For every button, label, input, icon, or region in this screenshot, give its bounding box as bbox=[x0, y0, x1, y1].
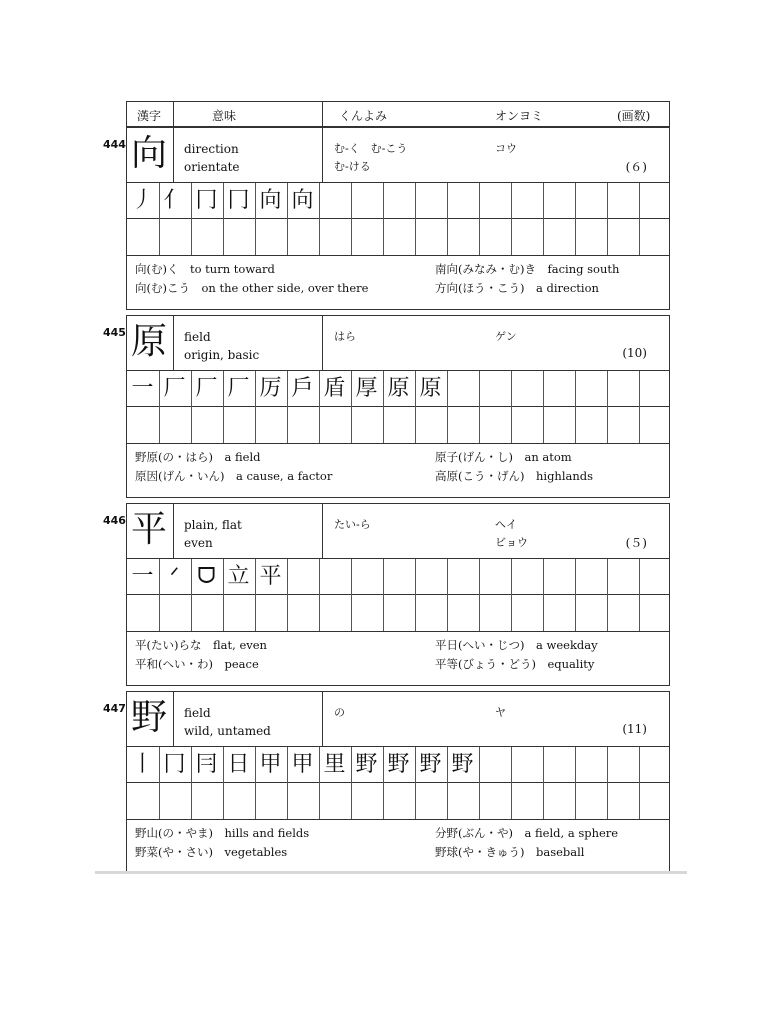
meaning-line: even bbox=[184, 536, 213, 550]
kanji-cell bbox=[127, 316, 174, 370]
stroke-order-char: 野 bbox=[355, 752, 378, 777]
example-gloss: baseball bbox=[535, 845, 585, 859]
example-gloss: to turn toward bbox=[189, 262, 275, 276]
onyomi bbox=[495, 516, 528, 552]
stroke-order-char: 厂 bbox=[163, 376, 186, 401]
onyomi bbox=[495, 140, 517, 158]
example-item bbox=[135, 655, 259, 674]
meaning-line: field bbox=[184, 706, 211, 720]
stroke-order-char: 丨 bbox=[131, 752, 154, 777]
kunyomi-line: の bbox=[334, 706, 345, 719]
example-word: 野菜(や・さい) bbox=[135, 845, 213, 859]
kunyomi bbox=[334, 704, 345, 722]
practice-grid bbox=[127, 746, 669, 820]
example-item bbox=[435, 467, 593, 486]
stroke-order-char: 向 bbox=[259, 188, 282, 213]
stroke-order-char: 原 bbox=[419, 376, 442, 401]
example-gloss: hills and fields bbox=[224, 826, 310, 840]
kunyomi-line: はら bbox=[334, 330, 356, 343]
stroke-order-char: 立 bbox=[227, 564, 250, 589]
practice-grid bbox=[127, 370, 669, 444]
example-gloss: a field bbox=[224, 450, 261, 464]
header-kunyomi: くんよみ bbox=[339, 109, 388, 123]
onyomi-line: ゲン bbox=[495, 330, 517, 343]
kunyomi-line: む-く む-こう bbox=[334, 142, 408, 155]
example-gloss: peace bbox=[224, 657, 259, 671]
stroke-order-char: 向 bbox=[291, 188, 314, 213]
stroke-order-char: 厂 bbox=[195, 376, 218, 401]
example-item bbox=[435, 843, 584, 862]
header-kanji: 漢字 bbox=[137, 109, 162, 123]
meaning-line: direction bbox=[184, 142, 239, 156]
meaning bbox=[184, 704, 271, 740]
example-word: 原子(げん・し) bbox=[435, 450, 513, 464]
kanji-entry bbox=[103, 127, 670, 310]
example-gloss: vegetables bbox=[224, 845, 288, 859]
stroke-count: (６) bbox=[625, 160, 647, 174]
stroke-order-char: 厚 bbox=[355, 376, 378, 401]
example-item bbox=[135, 636, 267, 655]
example-gloss: highlands bbox=[535, 469, 594, 483]
kanji-character: 原 bbox=[131, 321, 168, 362]
meaning-line: wild, untamed bbox=[184, 724, 271, 738]
example-word: 方向(ほう・こう) bbox=[435, 281, 525, 295]
example-gloss: a direction bbox=[535, 281, 599, 295]
onyomi-line: ヘイ bbox=[495, 518, 517, 531]
onyomi bbox=[495, 704, 506, 722]
example-word: 平(たい)らな bbox=[135, 638, 202, 652]
header-onyomi: オンヨミ bbox=[495, 109, 544, 123]
stroke-count: (５) bbox=[625, 536, 647, 550]
kanji-cell bbox=[127, 128, 174, 182]
kunyomi bbox=[334, 516, 371, 534]
meaning-line: field bbox=[184, 330, 211, 344]
stroke-order-char: 丿 bbox=[131, 188, 154, 213]
example-word: 分野(ぶん・や) bbox=[435, 826, 513, 840]
meaning bbox=[184, 328, 259, 364]
example-word: 野原(の・はら) bbox=[135, 450, 213, 464]
meaning-line: orientate bbox=[184, 160, 240, 174]
example-item bbox=[435, 824, 618, 843]
kunyomi bbox=[334, 328, 356, 346]
stroke-order-char: 亻 bbox=[163, 188, 186, 213]
example-item bbox=[135, 260, 275, 279]
stroke-order-char: 一 bbox=[131, 376, 154, 401]
example-word: 平等(びょう・どう) bbox=[435, 657, 536, 671]
practice-grid bbox=[127, 182, 669, 256]
stroke-count: (11) bbox=[622, 722, 647, 736]
stroke-order-char: 甲 bbox=[291, 752, 314, 777]
kanji-cell bbox=[127, 504, 174, 558]
example-item bbox=[135, 824, 309, 843]
example-item bbox=[435, 260, 619, 279]
onyomi-line: ビョウ bbox=[495, 536, 528, 549]
stroke-order-char: ᗜ bbox=[197, 564, 216, 589]
kanji-character: 平 bbox=[131, 509, 168, 550]
header-meaning: 意味 bbox=[212, 109, 237, 123]
stroke-order-char: 野 bbox=[419, 752, 442, 777]
header-strokes: (画数) bbox=[617, 109, 651, 123]
example-word: 南向(みなみ・む)き bbox=[435, 262, 536, 276]
stroke-order-char: 冃 bbox=[195, 752, 218, 777]
example-word: 向(む)こう bbox=[135, 281, 190, 295]
example-word: 平日(へい・じつ) bbox=[435, 638, 525, 652]
example-gloss: facing south bbox=[547, 262, 620, 276]
example-item bbox=[135, 279, 368, 298]
stroke-order-char: 冂 bbox=[163, 752, 186, 777]
example-word: 向(む)く bbox=[135, 262, 179, 276]
stroke-order-char: 野 bbox=[451, 752, 474, 777]
stroke-order-char: 甲 bbox=[259, 752, 282, 777]
stroke-order-char: 冂 bbox=[195, 188, 218, 213]
kunyomi bbox=[334, 140, 407, 176]
stroke-order-char: ᐟ bbox=[169, 564, 180, 589]
kanji-character: 向 bbox=[131, 133, 168, 174]
stroke-order-char: 戶 bbox=[291, 376, 314, 401]
example-item bbox=[135, 843, 287, 862]
stroke-order-char: 平 bbox=[259, 564, 282, 589]
practice-grid bbox=[127, 558, 669, 632]
stroke-order-char: 厉 bbox=[259, 376, 282, 401]
stroke-order-char: 一 bbox=[131, 564, 154, 589]
example-item bbox=[435, 655, 594, 674]
stroke-order-char: 日 bbox=[227, 752, 250, 777]
entry-number: 447 bbox=[103, 702, 126, 715]
example-gloss: flat, even bbox=[212, 638, 267, 652]
kanji-entry bbox=[103, 503, 670, 686]
example-item bbox=[135, 467, 332, 486]
stroke-order-char: 原 bbox=[387, 376, 410, 401]
stroke-order-char: 野 bbox=[387, 752, 410, 777]
kanji-character: 野 bbox=[131, 697, 168, 738]
example-gloss: a weekday bbox=[535, 638, 598, 652]
meaning-line: origin, basic bbox=[184, 348, 260, 362]
kanji-entry bbox=[103, 691, 670, 874]
example-word: 平和(へい・わ) bbox=[135, 657, 213, 671]
kanji-entry bbox=[103, 315, 670, 498]
meaning bbox=[184, 140, 240, 176]
example-item bbox=[435, 448, 572, 467]
stroke-order-char: 盾 bbox=[323, 376, 346, 401]
entry-number: 445 bbox=[103, 326, 126, 339]
example-gloss: a field, a sphere bbox=[524, 826, 619, 840]
example-word: 野山(の・やま) bbox=[135, 826, 213, 840]
onyomi-line: ヤ bbox=[495, 706, 506, 719]
example-item bbox=[435, 636, 598, 655]
example-word: 野球(や・きゅう) bbox=[435, 845, 525, 859]
meaning bbox=[184, 516, 242, 552]
table-header bbox=[126, 101, 670, 127]
stroke-count: (10) bbox=[622, 346, 647, 360]
kunyomi-line: たい-ら bbox=[334, 518, 371, 531]
stroke-order-char: 冂 bbox=[227, 188, 250, 213]
entry-number: 446 bbox=[103, 514, 126, 527]
stroke-order-char: 厂 bbox=[227, 376, 250, 401]
example-item bbox=[135, 448, 261, 467]
meaning-line: plain, flat bbox=[184, 518, 242, 532]
example-word: 高原(こう・げん) bbox=[435, 469, 525, 483]
stroke-order-char: 里 bbox=[323, 752, 346, 777]
kunyomi-line: む-ける bbox=[334, 160, 371, 173]
example-gloss: on the other side, over there bbox=[201, 281, 369, 295]
kanji-cell bbox=[127, 692, 174, 746]
onyomi bbox=[495, 328, 517, 346]
onyomi-line: コウ bbox=[495, 142, 517, 155]
page-divider bbox=[95, 871, 687, 874]
example-word: 原因(げん・いん) bbox=[135, 469, 225, 483]
example-gloss: equality bbox=[547, 657, 595, 671]
example-gloss: a cause, a factor bbox=[235, 469, 333, 483]
example-item bbox=[435, 279, 599, 298]
example-gloss: an atom bbox=[524, 450, 572, 464]
entry-number: 444 bbox=[103, 138, 126, 151]
